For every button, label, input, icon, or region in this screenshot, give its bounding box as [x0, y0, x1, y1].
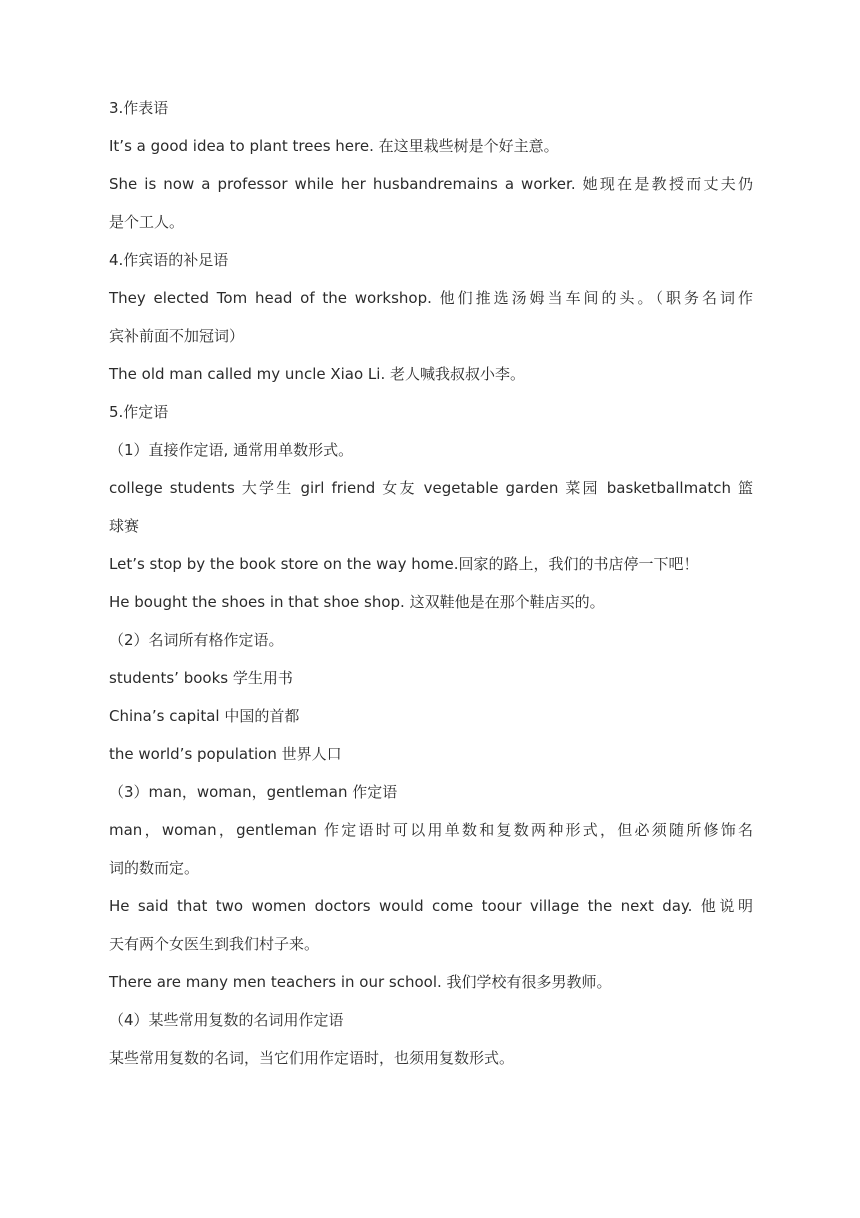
example-sentence: There are many men teachers in our school. 我们学校有很多男教师。 — [109, 973, 612, 991]
example-sentence-continuation: 是个工人。 — [109, 213, 185, 231]
example-sentence: He said that two women doctors would come toour village the next day. 他说明 — [109, 897, 753, 915]
example-phrase: students’ books 学生用书 — [109, 669, 293, 687]
explanation-text-continuation: 词的数而定。 — [109, 859, 200, 877]
section-heading-attributive: 5.作定语 — [109, 403, 169, 421]
example-phrases: college students 大学生 girl friend 女友 vegetable garden 菜园 basketballmatch 篮 — [109, 479, 753, 497]
example-sentence: He bought the shoes in that shoe shop. 这双鞋他是在那个鞋店买的。 — [109, 593, 605, 611]
section-heading-predicative: 3.作表语 — [109, 99, 169, 117]
example-phrase: China’s capital 中国的首都 — [109, 707, 300, 725]
section-heading-object-complement: 4.作宾语的补足语 — [109, 251, 229, 269]
example-sentence-continuation: 天有两个女医生到我们村子来。 — [109, 935, 320, 953]
example-sentence-continuation: 宾补前面不加冠词） — [109, 327, 245, 345]
subsection-heading: （2）名词所有格作定语。 — [109, 631, 284, 649]
explanation-text: man，woman，gentleman 作定语时可以用单数和复数两种形式，但必须随所修饰名 — [109, 821, 753, 839]
example-sentence: It’s a good idea to plant trees here. 在这里栽些树是个好主意。 — [109, 137, 559, 155]
example-phrases-continuation: 球赛 — [109, 517, 140, 535]
example-sentence: They elected Tom head of the workshop. 他们推选汤姆当车间的头。（职务名词作 — [109, 289, 753, 307]
example-phrase: the world’s population 世界人口 — [109, 745, 342, 763]
example-sentence: Let’s stop by the book store on the way home.回家的路上，我们的书店停一下吧！ — [109, 555, 699, 573]
subsection-heading: （4）某些常用复数的名词用作定语 — [109, 1011, 344, 1029]
example-sentence: She is now a professor while her husbandremains a worker. 她现在是教授而丈夫仍 — [109, 175, 753, 193]
example-sentence: The old man called my uncle Xiao Li. 老人喊我叔叔小李。 — [109, 365, 525, 383]
subsection-heading: （3）man，woman，gentleman 作定语 — [109, 783, 398, 801]
explanation-text: 某些常用复数的名词，当它们用作定语时，也须用复数形式。 — [109, 1049, 515, 1067]
subsection-heading: （1）直接作定语, 通常用单数形式。 — [109, 441, 354, 459]
document-body — [109, 89, 753, 1077]
